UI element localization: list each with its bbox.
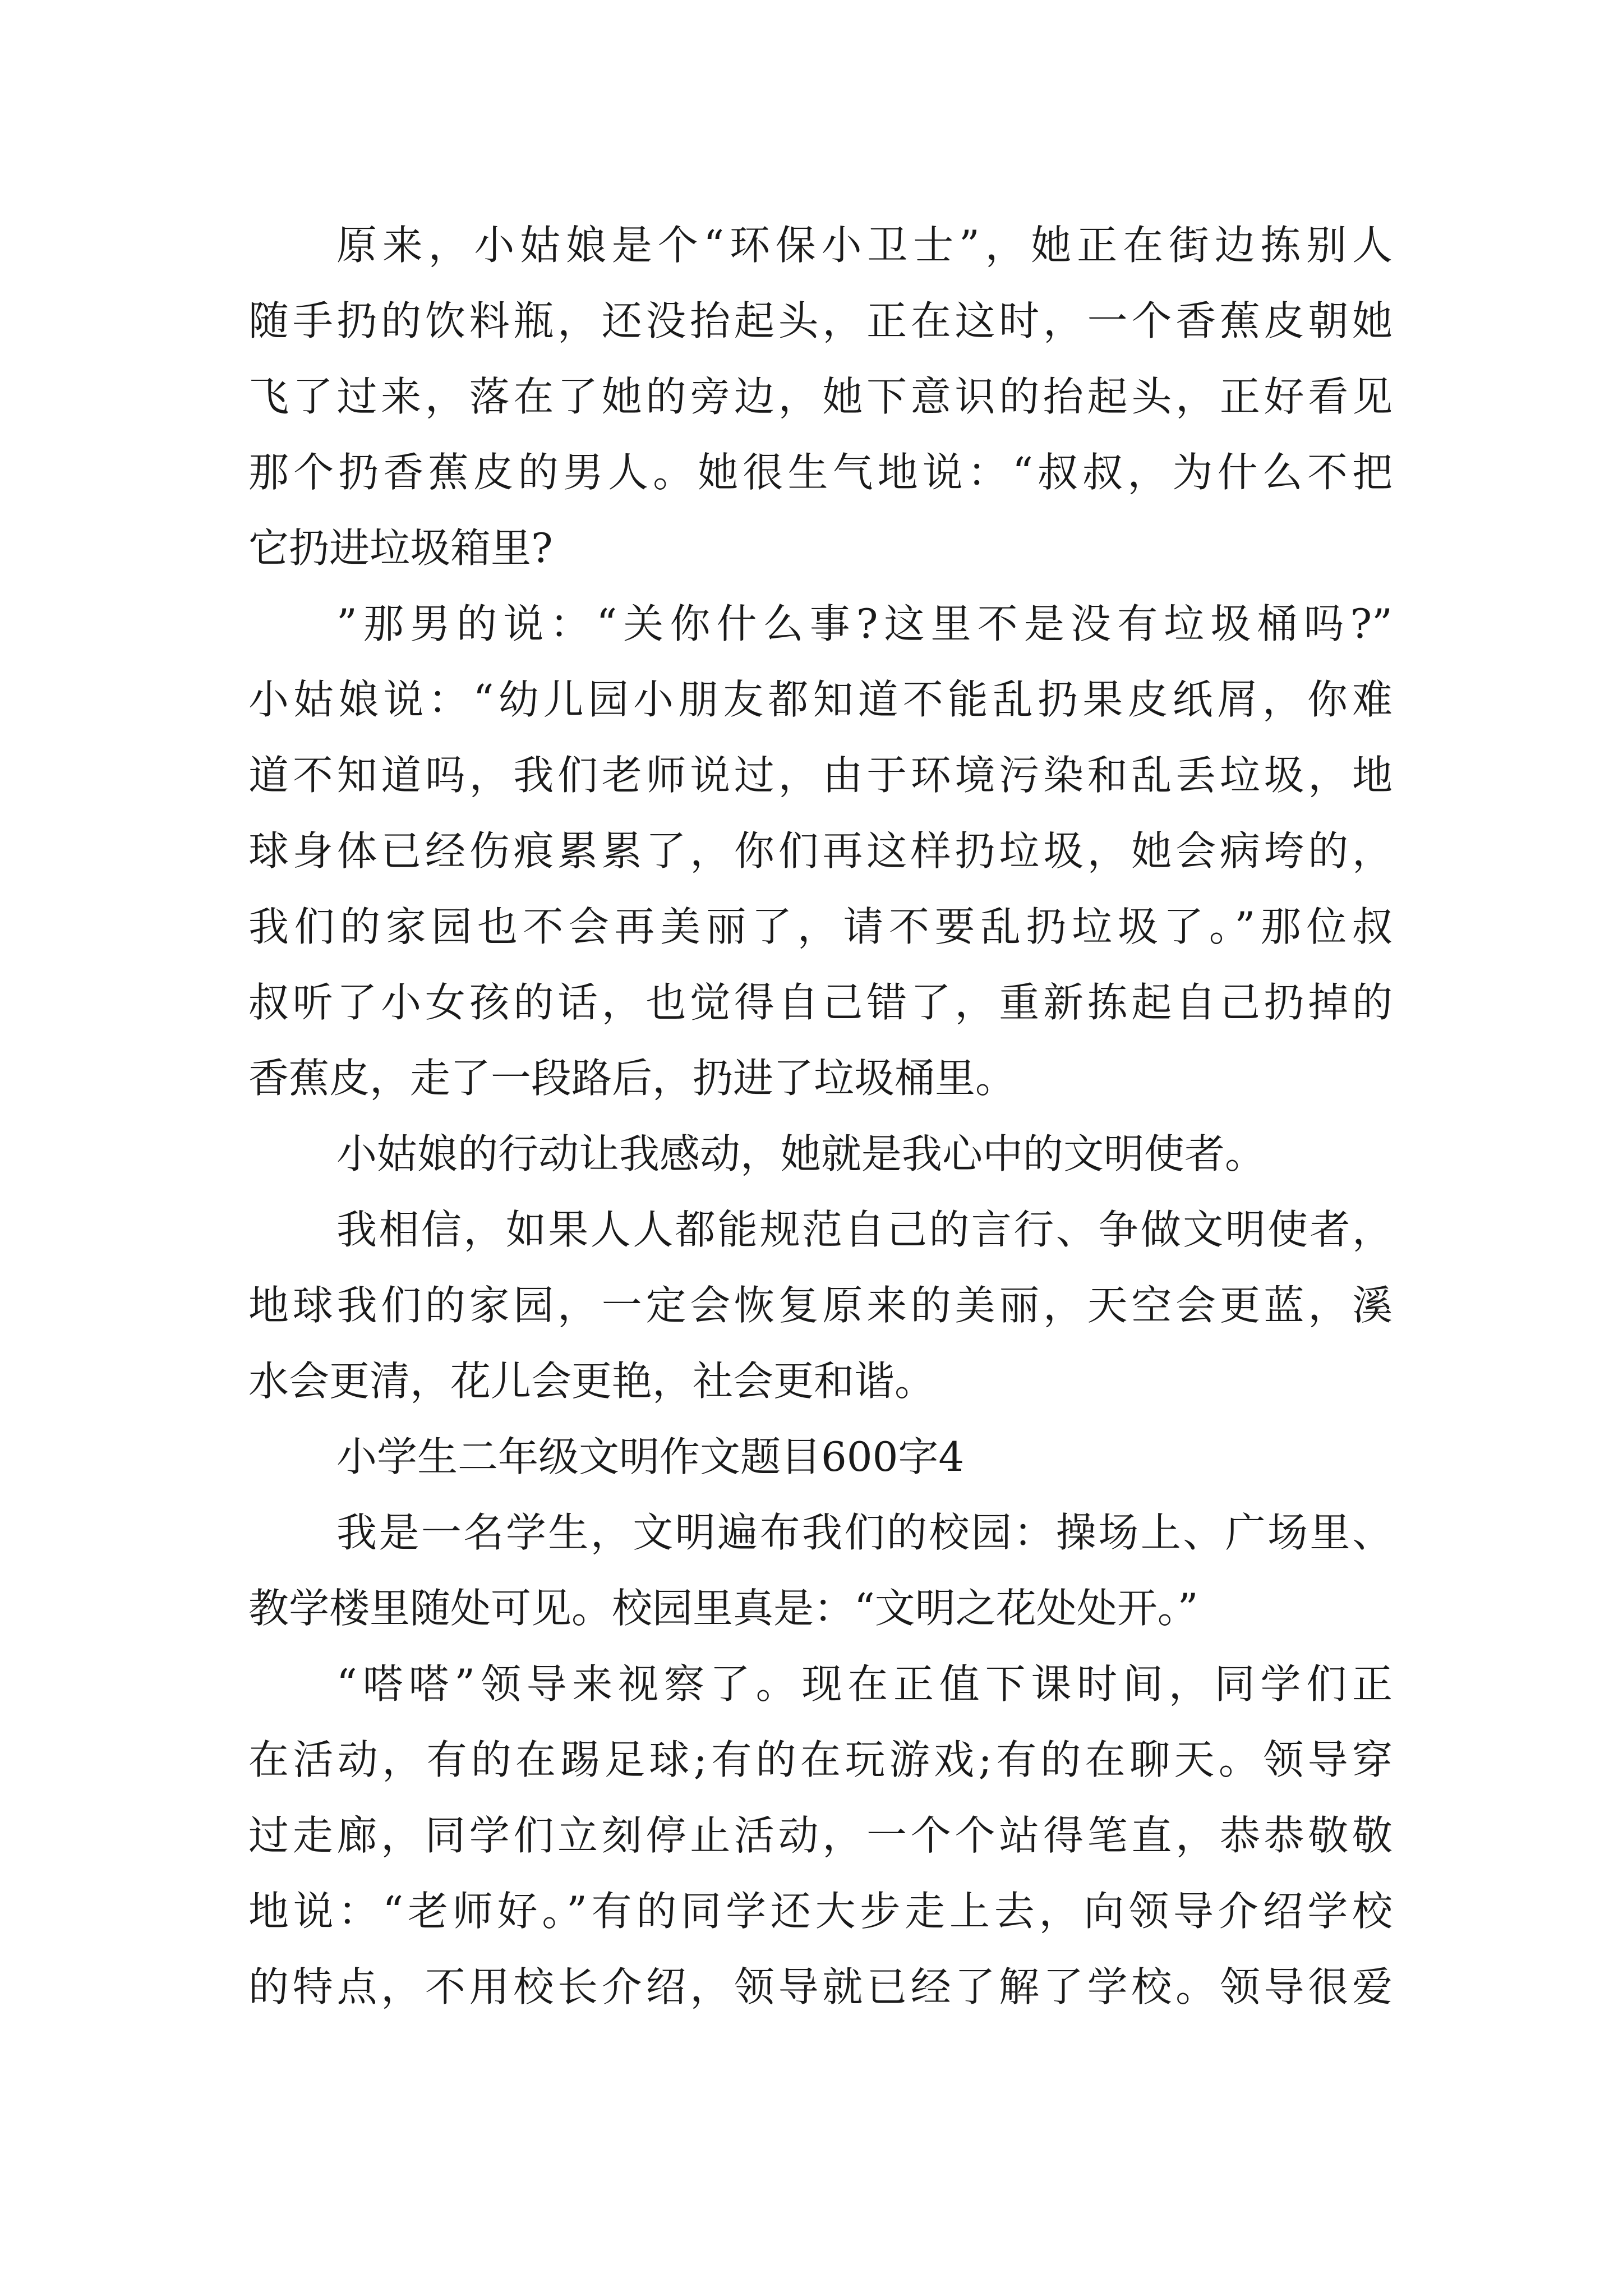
text-line: 地说：“老师好。”有的同学还大步走上去，向领导介绍学校 [248, 1888, 1393, 1935]
text-line: 原来，小姑娘是个“环保小卫士”，她正在街边拣别人 [336, 222, 1393, 269]
text-line: 随手扔的饮料瓶，还没抬起头，正在这时，一个香蕉皮朝她 [248, 297, 1393, 344]
text-line: 水会更清，花儿会更艳，社会更和谐。 [248, 1358, 935, 1405]
text-line: 在活动，有的在踢足球;有的在玩游戏;有的在聊天。领导穿 [248, 1736, 1393, 1783]
text-line: 那个扔香蕉皮的男人。她很生气地说：“叔叔，为什么不把 [248, 449, 1393, 496]
text-line: 道不知道吗，我们老师说过，由于环境污染和乱丢垃圾，地 [248, 752, 1393, 799]
text-line: 飞了过来，落在了她的旁边，她下意识的抬起头，正好看见 [248, 373, 1393, 420]
text-line: 教学楼里随处可见。校园里真是：“文明之花处处开。” [248, 1585, 1198, 1632]
text-line: “嗒嗒”领导来视察了。现在正值下课时间，同学们正 [336, 1660, 1393, 1708]
text-line: 小姑娘的行动让我感动，她就是我心中的文明使者。 [336, 1130, 1266, 1177]
text-line: 过走廊，同学们立刻停止活动，一个个站得笔直，恭恭敬敬 [248, 1812, 1393, 1859]
text-line: 的特点，不用校长介绍，领导就已经了解了学校。领导很爱 [248, 1963, 1393, 2010]
text-line: 香蕉皮，走了一段路后，扔进了垃圾桶里。 [248, 1055, 1016, 1102]
text-line: ”那男的说：“关你什么事?这里不是没有垃圾桶吗?” [336, 600, 1393, 647]
text-line: 我们的家园也不会再美丽了，请不要乱扔垃圾了。”那位叔 [248, 903, 1393, 950]
text-line: 地球我们的家园，一定会恢复原来的美丽，天空会更蓝，溪 [248, 1282, 1393, 1329]
text-line: 球身体已经伤痕累累了，你们再这样扔垃圾，她会病垮的， [248, 827, 1393, 875]
text-line: 我相信，如果人人都能规范自己的言行、争做文明使者， [336, 1206, 1393, 1253]
section-heading: 小学生二年级文明作文题目600字4 [336, 1433, 965, 1480]
text-line: 小姑娘说：“幼儿园小朋友都知道不能乱扔果皮纸屑，你难 [248, 676, 1393, 723]
text-line: 我是一名学生，文明遍布我们的校园：操场上、广场里、 [336, 1509, 1393, 1556]
text-line: 它扔进垃圾箱里? [248, 524, 553, 572]
text-line: 叔听了小女孩的话，也觉得自己错了，重新拣起自己扔掉的 [248, 979, 1393, 1026]
